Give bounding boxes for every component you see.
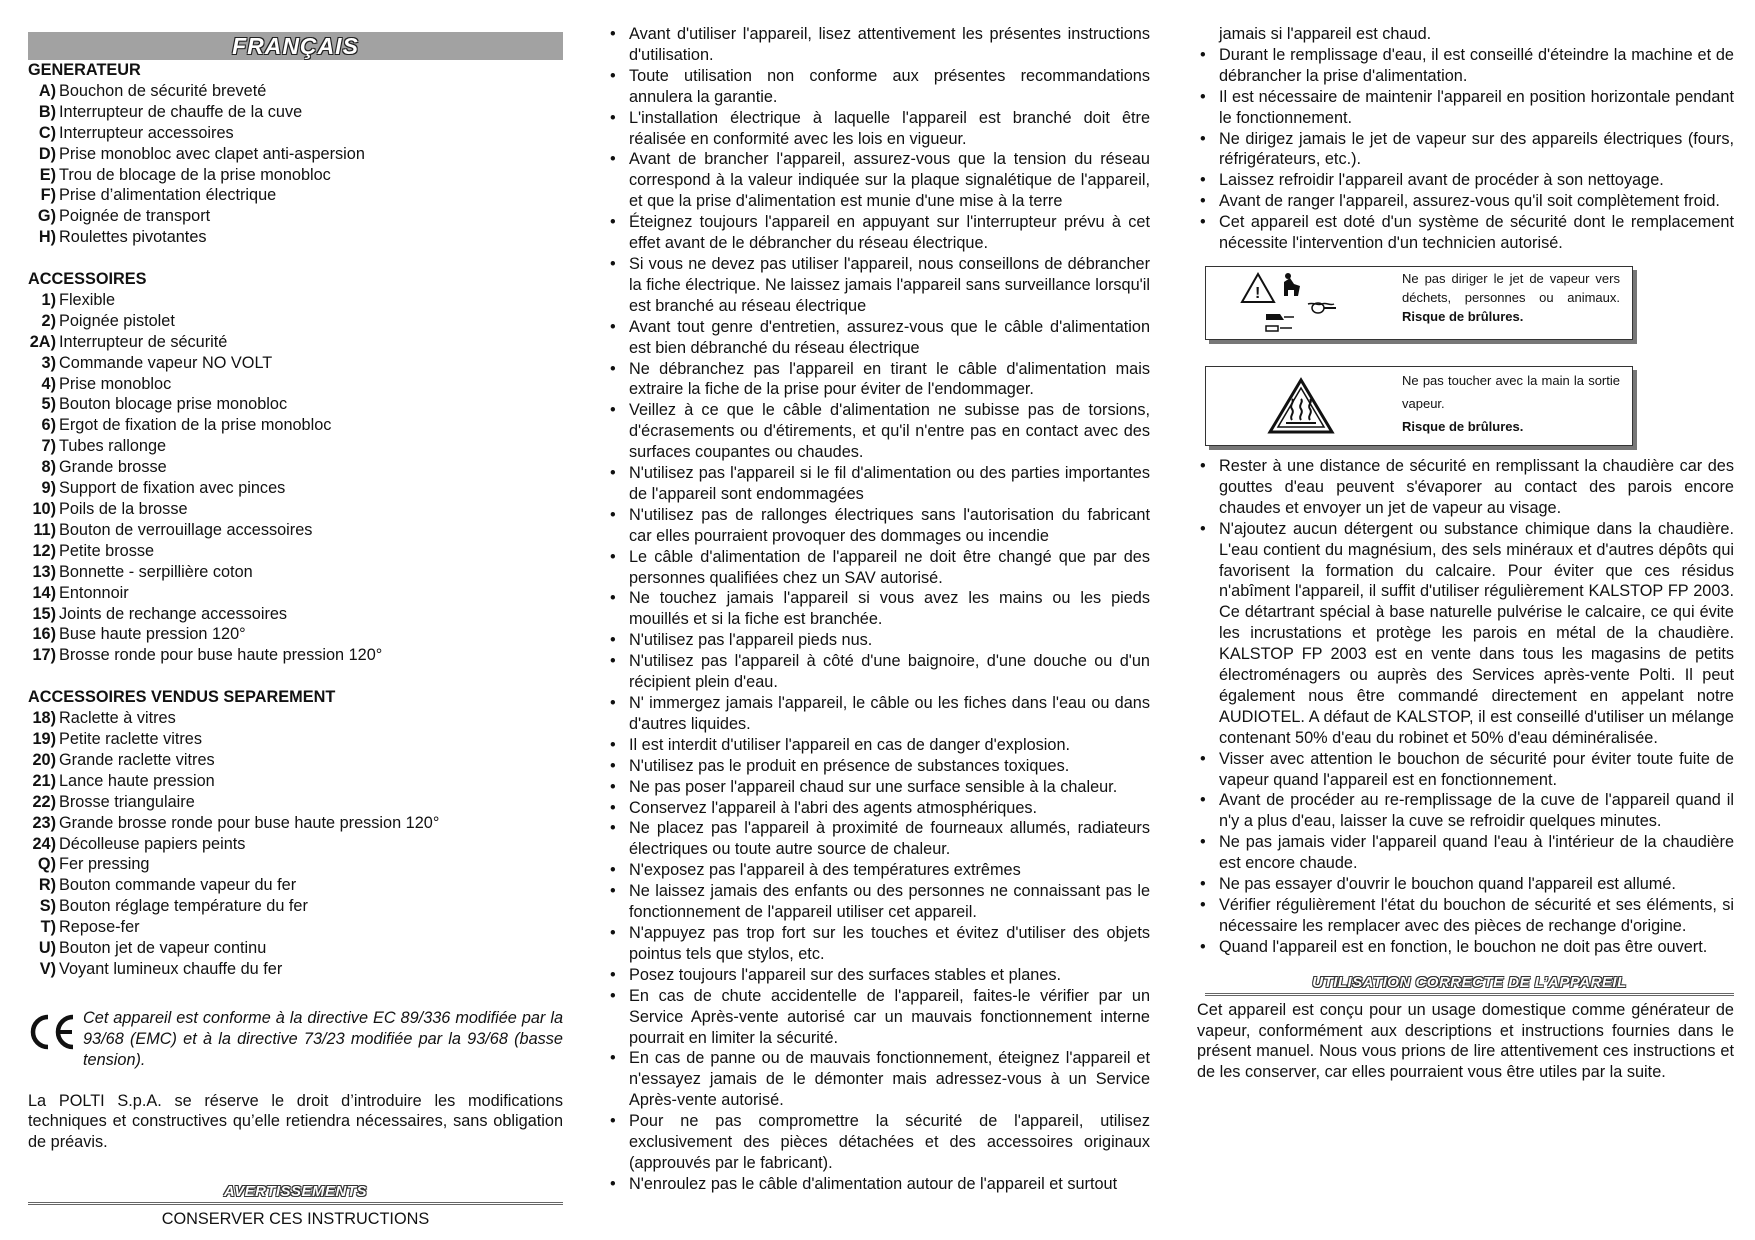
- legend-label: Flexible: [59, 290, 116, 309]
- warning-item: • Ne placez pas l'appareil à proximité de fourneaux allumés, radiateurs électriques ou toute autre source de chaleur.: [607, 818, 1150, 860]
- warning-item: • Quand l'appareil est en fonction, le bouchon ne doit pas être ouvert.: [1197, 937, 1734, 958]
- legend-item: [28, 959, 563, 980]
- legend-label: Décolleuse papiers peints: [59, 834, 246, 853]
- legend-item: [28, 708, 563, 729]
- warnings-list-right-top: [1197, 45, 1734, 254]
- warning-item: • Avant de ranger l'appareil, assurez-vous qu'il soit complètement froid.: [1197, 191, 1734, 212]
- legend-label: Poils de la brosse: [59, 500, 188, 519]
- legend-item: [28, 499, 563, 520]
- legend-label: Bonnette - serpillière coton: [59, 562, 253, 581]
- legend-code: E): [39, 165, 56, 184]
- legend-item: [28, 813, 563, 834]
- legend-label: Bouchon de sécurité breveté: [59, 81, 267, 100]
- legend-item: [28, 165, 563, 186]
- warning-item: • Si vous ne devez pas utiliser l'appareil, nous conseillons de débrancher la fiche électrique. Ne laissez jamais l'appareil sans surveillance lorsqu'il est branché au réseau électrique: [607, 254, 1150, 317]
- legend-code: 6): [41, 416, 56, 435]
- legend-code: H): [38, 228, 56, 247]
- accessoires-vendus-list: [28, 708, 563, 980]
- warning-item: • Le câble d'alimentation de l'appareil ne doit être changé que par des personnes qualifiées chez un SAV autorisé.: [607, 547, 1150, 589]
- warning-item: • Toute utilisation non conforme aux présentes recommandations annulera la garantie.: [607, 66, 1150, 108]
- legend-item: [28, 854, 563, 875]
- hot-surface-icon: [1206, 367, 1396, 445]
- legend-item: [28, 436, 563, 457]
- warning-item: • Vérifier régulièrement l'état du bouchon de sécurité et ses éléments, si nécessaire les remplacer avec des pièces de rechange d'origine.: [1197, 895, 1734, 937]
- legend-label: Joints de rechange accessoires: [59, 604, 288, 623]
- legend-item: [28, 81, 563, 102]
- legend-item: [28, 206, 563, 227]
- warning-item: • N'utilisez pas l'appareil pieds nus.: [607, 630, 1150, 651]
- legend-code: 2): [41, 311, 56, 330]
- legend-label: Commande vapeur NO VOLT: [59, 353, 273, 372]
- legend-code: 10): [32, 500, 56, 519]
- warning-box-1-text: [1396, 267, 1632, 339]
- legend-code: Q): [37, 855, 56, 874]
- warning-item: • N'ajoutez aucun détergent ou substance chimique dans la chaudière. L'eau contient du magnésium, des sels minéraux et d'autres dépôts qui favorisent la formation du calcaire. Pour éviter que ces résidus n'abîment l'appareil, il suffit d'utiliser régulièrement KALSTOP FP 2003. Ce détartrant spécial à base naturelle pulvérise le calcaire, ce qui évite les incrustations et protège les parois en métal de la chaudière. KALSTOP FP 2003 est en vente dans tous les magasins de petits électroménagers ou auprès des Services après-vente Polti. Il peut également nous être commandé directement en appelant notre AUDIOTEL. A défaut de KALSTOP, il est conseillé d'utiliser un mélange contenant 50% d'eau du robinet et 50% d'eau déminéralisée.: [1197, 519, 1734, 749]
- warning-item: • En cas de panne ou de mauvais fonctionnement, éteignez l'appareil et n'essayez jamais de le démonter mais adressez-vous à un Service Après-vente autorisé.: [607, 1048, 1150, 1111]
- legend-item: [28, 750, 563, 771]
- legend-item: [28, 541, 563, 562]
- language-title: FRANÇAIS: [232, 33, 359, 59]
- legend-label: Tubes rallonge: [59, 437, 167, 456]
- warning-item: • Cet appareil est doté d'un système de sécurité dont le remplacement nécessite l'intervention d'un technicien autorisé.: [1197, 212, 1734, 254]
- legend-item: [28, 583, 563, 604]
- legend-label: Grande brosse ronde pour buse haute pression 120°: [59, 813, 440, 832]
- legend-label: Grande raclette vitres: [59, 750, 215, 769]
- legend-label: Voyant lumineux chauffe du fer: [59, 959, 283, 978]
- legend-code: A): [38, 81, 56, 100]
- warning-item: • N'enroulez pas le câble d'alimentation autour de l'appareil et surtout: [607, 1174, 1150, 1195]
- warning-item: • Éteignez toujours l'appareil en appuyant sur l'interrupteur prévu à cet effet avant de le débrancher du réseau électrique.: [607, 212, 1150, 254]
- legend-label: Interrupteur accessoires: [59, 123, 234, 142]
- warning-item: • Avant d'utiliser l'appareil, lisez attentivement les présentes instructions d'utilisation.: [607, 24, 1150, 66]
- legend-label: Support de fixation avec pinces: [59, 479, 286, 498]
- legend-code: 15): [32, 604, 56, 623]
- warning-item: • En cas de chute accidentelle de l'appareil, faites-le vérifier par un Service Après-vente autorisé car un mauvais fonctionnement interne pourrait en limiter la sécurité.: [607, 986, 1150, 1049]
- legend-label: Lance haute pression: [59, 771, 215, 790]
- warning-box-2-bold: Risque de brûlures.: [1402, 418, 1524, 434]
- warning-box-1-bold: Risque de brûlures.: [1402, 308, 1524, 324]
- legend-item: [28, 520, 563, 541]
- reserve-text: La POLTI S.p.A. se réserve le droit d’introduire les modifications techniques et constructives qu’elle retiendra nécessaires, sans obligation de préavis.: [28, 1091, 563, 1152]
- legend-code: 24): [32, 834, 56, 853]
- legend-item: [28, 415, 563, 436]
- legend-code: U): [38, 939, 56, 958]
- warning-item: • N'utilisez pas l'appareil à côté d'une baignoire, d'une douche ou d'un récipient plein d'eau.: [607, 651, 1150, 693]
- legend-code: 13): [32, 562, 56, 581]
- legend-code: 23): [32, 813, 56, 832]
- column-middle: [607, 24, 1150, 1195]
- legend-label: Bouton de verrouillage accessoires: [59, 520, 313, 539]
- legend-item: [28, 792, 563, 813]
- legend-label: Poignée pistolet: [59, 311, 175, 330]
- legend-code: 9): [41, 479, 56, 498]
- utilisation-title: UTILISATION CORRECTE DE L’APPAREIL: [1312, 973, 1627, 991]
- legend-code: R): [38, 876, 56, 895]
- legend-item: [28, 185, 563, 206]
- legend-item: [28, 562, 563, 583]
- warning-box-2-text: [1396, 367, 1632, 445]
- legend-code: 14): [32, 583, 56, 602]
- legend-label: Prise d’alimentation électrique: [59, 186, 277, 205]
- legend-item: [28, 353, 563, 374]
- warning-item: • Avant de brancher l'appareil, assurez-vous que la tension du réseau correspond à la valeur indiquée sur la plaque signalétique de l'appareil, et que la prise d'alimentation est munie d'une mise à la terre: [607, 149, 1150, 212]
- ce-text: Cet appareil est conforme à la directive EC 89/336 modifiée par la 93/68 (EMC) et à la directive 73/23 modifiée par la 93/68 (basse tension).: [83, 1008, 563, 1069]
- avertissements-heading: [28, 1181, 563, 1205]
- legend-item: [28, 938, 563, 959]
- accessoires-vendus-title: ACCESSOIRES VENDUS SEPAREMENT: [28, 688, 336, 707]
- warning-box-steam-direction: [1205, 266, 1633, 340]
- ce-mark-icon: [28, 1008, 83, 1071]
- warning-item: • Avant de procéder au re-remplissage de la cuve de l'appareil quand il n'y a plus d'eau, laisser la cuve se refroidir quelques minutes.: [1197, 790, 1734, 832]
- legend-item: [28, 645, 563, 666]
- legend-code: S): [39, 897, 56, 916]
- legend-code: V): [39, 959, 56, 978]
- warning-item: • Il est nécessaire de maintenir l'appareil en position horizontale pendant le fonctionnement.: [1197, 87, 1734, 129]
- legend-label: Trou de blocage de la prise monobloc: [59, 165, 331, 184]
- warning-item: • Laissez refroidir l'appareil avant de procéder à son nettoyage.: [1197, 170, 1734, 191]
- warning-item: • N'exposez pas l'appareil à des températures extrêmes: [607, 860, 1150, 881]
- legend-code: 21): [32, 771, 56, 790]
- warning-item: • Avant tout genre d'entretien, assurez-vous que le câble d'alimentation est bien débranché du réseau électrique: [607, 317, 1150, 359]
- language-title-bar: [28, 32, 563, 60]
- legend-code: 8): [41, 458, 56, 477]
- warning-item: • L'installation électrique à laquelle l'appareil est branché doit être réalisée en conformité avec les lois en vigueur.: [607, 108, 1150, 150]
- warning-item: • N' immergez jamais l'appareil, le câble ou les fiches dans l'eau ou dans d'autres liquides.: [607, 693, 1150, 735]
- warnings-list: [607, 24, 1150, 1195]
- legend-code: 17): [32, 646, 56, 665]
- legend-item: [28, 875, 563, 896]
- legend-code: 7): [41, 437, 56, 456]
- warning-item: • Ne pas poser l'appareil chaud sur une surface sensible à la chaleur.: [607, 777, 1150, 798]
- legend-label: Fer pressing: [59, 855, 150, 874]
- warning-item: • N'utilisez pas le produit en présence de substances toxiques.: [607, 756, 1150, 777]
- warning-item: • Ne laissez jamais des enfants ou des personnes ne connaissant pas le fonctionnement de l'appareil utiliser cet appareil.: [607, 881, 1150, 923]
- legend-label: Prise monobloc avec clapet anti-aspersion: [59, 144, 365, 163]
- legend-item: [28, 834, 563, 855]
- warning-item: • Il est interdit d'utiliser l'appareil en cas de danger d'explosion.: [607, 735, 1150, 756]
- legend-label: Interrupteur de chauffe de la cuve: [59, 102, 303, 121]
- legend-label: Brosse ronde pour buse haute pression 120°: [59, 646, 383, 665]
- legend-label: Petite brosse: [59, 541, 155, 560]
- legend-item: [28, 771, 563, 792]
- warning-item: • Conservez l'appareil à l'abri des agents atmosphériques.: [607, 798, 1150, 819]
- warning-item: • Visser avec attention le bouchon de sécurité pour éviter toute fuite de vapeur quand l'appareil est en fonctionnement.: [1197, 749, 1734, 791]
- svg-text:!: !: [1255, 284, 1261, 302]
- legend-label: Prise monobloc: [59, 374, 172, 393]
- column-right: [1197, 24, 1734, 1083]
- legend-item: [28, 123, 563, 144]
- legend-label: Bouton jet de vapeur continu: [59, 939, 267, 958]
- warning-item: • Ne débranchez pas l'appareil en tirant le câble d'alimentation mais extraire la fiche de la prise pour éviter de l'endommager.: [607, 359, 1150, 401]
- legend-item: [28, 290, 563, 311]
- column-left: [28, 0, 563, 1230]
- legend-code: D): [38, 144, 56, 163]
- legend-code: 2A): [29, 332, 56, 351]
- legend-code: 11): [33, 520, 56, 539]
- legend-code: 20): [32, 750, 56, 769]
- utilisation-heading: [1205, 972, 1734, 996]
- legend-item: [28, 227, 563, 248]
- continuation-text: jamais si l'appareil est chaud.: [1219, 25, 1432, 43]
- warning-box-2-main: Ne pas toucher avec la main la sortie vapeur.: [1402, 372, 1620, 411]
- legend-label: Ergot de fixation de la prise monobloc: [59, 416, 332, 435]
- legend-item: [28, 311, 563, 332]
- legend-label: Bouton blocage prise monobloc: [59, 395, 288, 414]
- legend-code: B): [38, 102, 56, 121]
- warning-item: • Rester à une distance de sécurité en remplissant la chaudière car des gouttes d'eau peuvent s'évaporer au contact des parois encore chaudes et envoyer un jet de vapeur au visage.: [1197, 456, 1734, 519]
- legend-label: Bouton réglage température du fer: [59, 897, 308, 916]
- warning-box-1-main: Ne pas diriger le jet de vapeur vers déchets, personnes ou animaux.: [1402, 270, 1620, 305]
- legend-code: 4): [41, 374, 56, 393]
- generateur-list: [28, 81, 563, 248]
- legend-code: 18): [32, 709, 56, 728]
- legend-code: 19): [32, 729, 56, 748]
- legend-code: 1): [41, 290, 56, 309]
- legend-item: [28, 394, 563, 415]
- warning-item: • Ne pas essayer d'ouvrir le bouchon quand l'appareil est allumé.: [1197, 874, 1734, 895]
- legend-label: Bouton commande vapeur du fer: [59, 876, 297, 895]
- warning-item: • N'appuyez pas trop fort sur les touches et évitez d'utiliser des objets pointus tels que stylos, etc.: [607, 923, 1150, 965]
- legend-code: 3): [41, 353, 56, 372]
- legend-item: [28, 604, 563, 625]
- legend-label: Roulettes pivotantes: [59, 228, 207, 247]
- legend-code: F): [40, 186, 56, 205]
- legend-item: [28, 896, 563, 917]
- legend-label: Grande brosse: [59, 458, 167, 477]
- legend-code: T): [40, 918, 56, 937]
- legend-code: 5): [41, 395, 56, 414]
- legend-item: [28, 624, 563, 645]
- legend-label: Interrupteur de sécurité: [59, 332, 228, 351]
- warning-item: • N'utilisez pas de rallonges électriques sans l'autorisation du fabricant car elles pourraient provoquer des dommages ou incendie: [607, 505, 1150, 547]
- legend-label: Buse haute pression 120°: [59, 625, 246, 644]
- utilisation-text: Cet appareil est conçu pour un usage domestique comme générateur de vapeur, conformément aux descriptions et instructions fournies dans le présent manuel. Nous vous prions de lire attentivement ces instructions et de les conserver, car elles pourraient vous être utiles par la suite.: [1197, 1000, 1734, 1082]
- legend-label: Entonnoir: [59, 583, 129, 602]
- warning-item: • Ne dirigez jamais le jet de vapeur sur des appareils électriques (fours, réfrigérateurs, etc.).: [1197, 129, 1734, 171]
- legend-code: C): [38, 123, 56, 142]
- legend-item: [28, 917, 563, 938]
- warning-item: • N'utilisez pas l'appareil si le fil d'alimentation ou des parties importantes de l'appareil sont endommagées: [607, 463, 1150, 505]
- legend-label: Brosse triangulaire: [59, 792, 195, 811]
- legend-item: [28, 478, 563, 499]
- legend-label: Repose-fer: [59, 918, 140, 937]
- warnings-list-right-bottom: [1197, 456, 1734, 958]
- warning-item: • Ne touchez jamais l'appareil si vous avez les mains ou les pieds mouillés et si la fiche est branchée.: [607, 588, 1150, 630]
- legend-label: Petite raclette vitres: [59, 729, 202, 748]
- legend-item: [28, 457, 563, 478]
- legend-code: 12): [32, 541, 56, 560]
- accessoires-title: ACCESSOIRES: [28, 270, 147, 289]
- legend-item: [28, 332, 563, 353]
- legend-code: G): [37, 207, 56, 226]
- conserver-text: CONSERVER CES INSTRUCTIONS: [161, 1210, 430, 1229]
- avertissements-title: AVERTISSEMENTS: [223, 1183, 368, 1201]
- generateur-title: GENERATEUR: [28, 61, 141, 79]
- warning-item: • Ne pas jamais vider l'appareil quand l'eau à l'intérieur de la chaudière est encore chaude.: [1197, 832, 1734, 874]
- ce-conformity: [28, 1008, 563, 1071]
- accessoires-list: [28, 290, 563, 666]
- legend-code: 22): [32, 792, 56, 811]
- warning-item: • Posez toujours l'appareil sur des surfaces stables et planes.: [607, 965, 1150, 986]
- warning-item: • Pour ne pas compromettre la sécurité de l'appareil, utilisez exclusivement des pièces détachées et des accessoires originaux (approuvés par le fabricant).: [607, 1111, 1150, 1174]
- legend-item: [28, 374, 563, 395]
- warning-item: • Durant le remplissage d'eau, il est conseillé d'éteindre la machine et de débrancher la prise d'alimentation.: [1197, 45, 1734, 87]
- warning-pictogram-icon: [1206, 267, 1396, 339]
- legend-item: [28, 102, 563, 123]
- legend-label: Raclette à vitres: [59, 709, 176, 728]
- warning-box-hot-surface: [1205, 366, 1633, 446]
- legend-label: Poignée de transport: [59, 207, 211, 226]
- legend-item: [28, 729, 563, 750]
- warning-item: • Veillez à ce que le câble d'alimentation ne subisse pas de torsions, d'écrasements ou d'étirements, et qu'il n'entre pas en contact avec des surfaces coupantes ou chaudes.: [607, 400, 1150, 463]
- legend-code: 16): [32, 625, 56, 644]
- legend-item: [28, 144, 563, 165]
